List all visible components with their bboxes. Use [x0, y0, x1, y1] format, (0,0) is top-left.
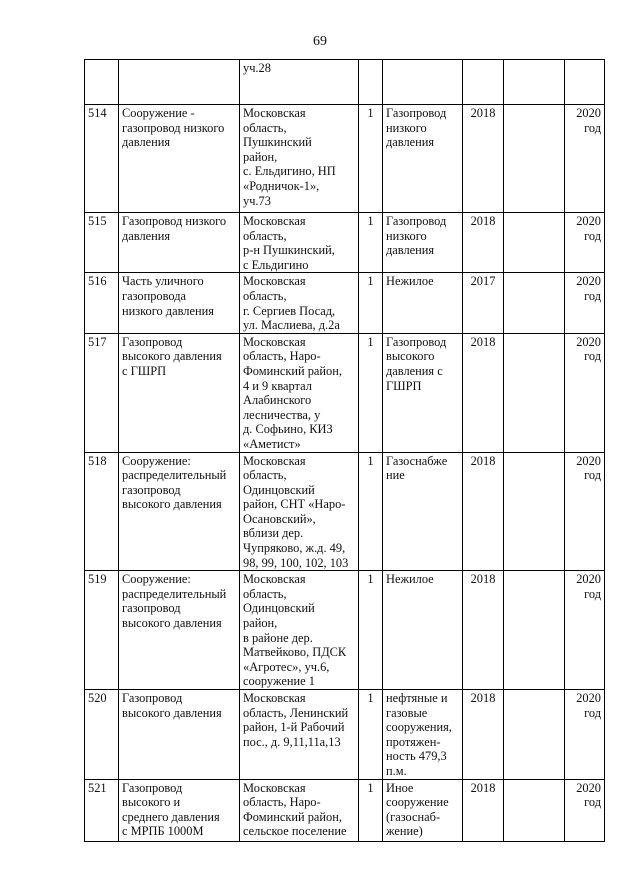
- object-term: 2020 год: [565, 779, 605, 841]
- object-quantity: 1: [359, 213, 383, 273]
- table-row: [85, 333, 605, 452]
- empty-cell: [504, 105, 565, 213]
- table-row: [85, 105, 605, 213]
- object-year: 2018: [463, 779, 504, 841]
- table-row: [85, 452, 605, 571]
- object-purpose: нефтяные и газовые сооружения, протяжен- ность 479,3 п.м.: [383, 690, 463, 780]
- object-location: Московская область, Ленинский район, 1-й Рабочий пос., д. 9,11,11а,13: [240, 690, 359, 780]
- empty-cell: [504, 452, 565, 571]
- object-year: 2018: [463, 105, 504, 213]
- object-name: Сооружение: распределительный газопровод высокого давления: [119, 452, 240, 571]
- object-term: 2020 год: [565, 213, 605, 273]
- object-quantity: 1: [359, 452, 383, 571]
- object-year: 2018: [463, 213, 504, 273]
- object-year: [463, 60, 504, 105]
- object-name: Газопровод высокого и среднего давления с МРПБ 1000М: [119, 779, 240, 841]
- empty-cell: [504, 273, 565, 333]
- object-term: 2020 год: [565, 690, 605, 780]
- object-purpose: Иное сооружение (газоснаб- жение): [383, 779, 463, 841]
- row-number: 517: [85, 333, 119, 452]
- object-year: 2017: [463, 273, 504, 333]
- object-term: 2020 год: [565, 571, 605, 690]
- property-registry-table: [84, 59, 605, 842]
- object-term: 2020 год: [565, 105, 605, 213]
- object-year: 2018: [463, 333, 504, 452]
- table-row-continued: [85, 60, 605, 105]
- object-name: [119, 60, 240, 105]
- object-name: Газопровод высокого давления: [119, 690, 240, 780]
- table-row: [85, 690, 605, 780]
- object-purpose: Нежилое: [383, 273, 463, 333]
- empty-cell: [504, 779, 565, 841]
- row-number: 515: [85, 213, 119, 273]
- table-row: [85, 213, 605, 273]
- object-location: Московская область, Наро- Фоминский район, сельское поселение: [240, 779, 359, 841]
- empty-cell: [504, 213, 565, 273]
- object-term: 2020 год: [565, 273, 605, 333]
- object-name: Сооружение - газопровод низкого давления: [119, 105, 240, 213]
- table-row: [85, 273, 605, 333]
- object-purpose: Газопровод низкого давления: [383, 105, 463, 213]
- table-row: [85, 779, 605, 841]
- object-location: Московская область, Пушкинский район, с. Ельдигино, НП «Родничок-1», уч.73: [240, 105, 359, 213]
- object-location: Московская область, Наро- Фоминский район, 4 и 9 квартал Алабинского лесничества, у д. Софьино, КИЗ «Аметист»: [240, 333, 359, 452]
- object-name: Часть уличного газопровода низкого давления: [119, 273, 240, 333]
- object-year: 2018: [463, 452, 504, 571]
- empty-cell: [504, 690, 565, 780]
- object-quantity: 1: [359, 273, 383, 333]
- object-quantity: 1: [359, 333, 383, 452]
- row-number: 519: [85, 571, 119, 690]
- object-location: Московская область, Одинцовский район, в районе дер. Матвейково, ПДСК «Агротес», уч.6, сооружение 1: [240, 571, 359, 690]
- table-row: [85, 571, 605, 690]
- row-number: 514: [85, 105, 119, 213]
- object-location: Московская область, Одинцовский район, СНТ «Наро- Осановский», вблизи дер. Чупряково, ж.д. 49, 98, 99, 100, 102, 103: [240, 452, 359, 571]
- object-quantity: 1: [359, 690, 383, 780]
- row-number: [85, 60, 119, 105]
- object-name: Газопровод высокого давления с ГШРП: [119, 333, 240, 452]
- object-term: [565, 60, 605, 105]
- object-purpose: [383, 60, 463, 105]
- row-number: 518: [85, 452, 119, 571]
- row-number: 516: [85, 273, 119, 333]
- object-purpose: Нежилое: [383, 571, 463, 690]
- empty-cell: [504, 571, 565, 690]
- object-quantity: 1: [359, 105, 383, 213]
- empty-cell: [504, 333, 565, 452]
- object-year: 2018: [463, 571, 504, 690]
- object-purpose: Газоснабже ние: [383, 452, 463, 571]
- object-quantity: [359, 60, 383, 105]
- object-quantity: 1: [359, 779, 383, 841]
- object-purpose: Газопровод высокого давления с ГШРП: [383, 333, 463, 452]
- row-number: 521: [85, 779, 119, 841]
- object-name: Газопровод низкого давления: [119, 213, 240, 273]
- object-term: 2020 год: [565, 333, 605, 452]
- object-quantity: 1: [359, 571, 383, 690]
- object-name: Сооружение: распределительный газопровод высокого давления: [119, 571, 240, 690]
- empty-cell: [504, 60, 565, 105]
- row-number: 520: [85, 690, 119, 780]
- object-location: Московская область, г. Сергиев Посад, ул. Маслиева, д.2а: [240, 273, 359, 333]
- object-year: 2018: [463, 690, 504, 780]
- object-location: Московская область, р-н Пушкинский, с Ельдигино: [240, 213, 359, 273]
- page-number: 69: [313, 34, 327, 49]
- object-location: уч.28: [240, 60, 359, 105]
- object-term: 2020 год: [565, 452, 605, 571]
- object-purpose: Газопровод низкого давления: [383, 213, 463, 273]
